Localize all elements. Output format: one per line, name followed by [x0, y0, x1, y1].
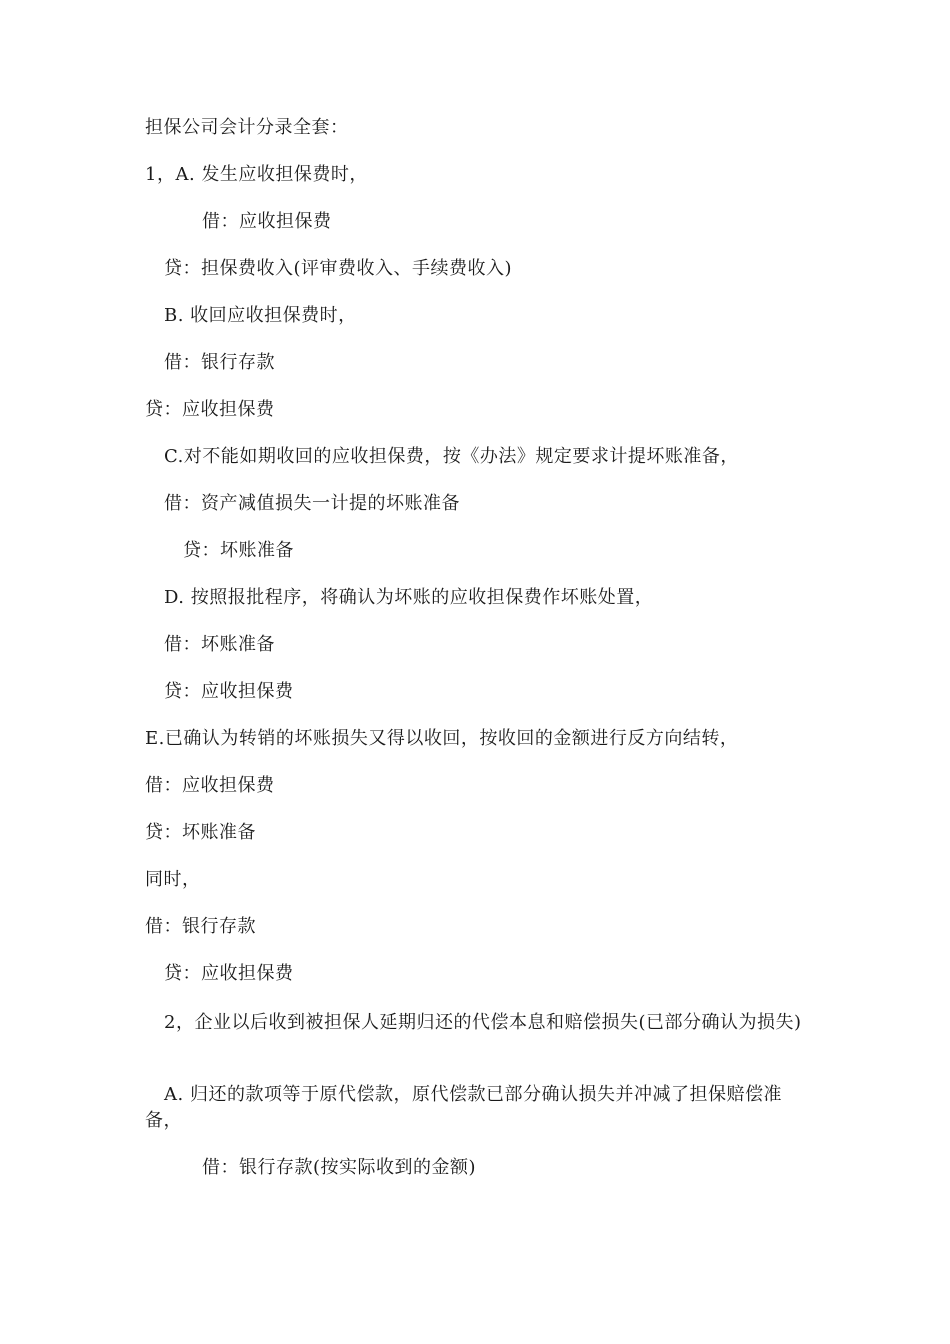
- document-title: 担保公司会计分录全套：: [145, 117, 349, 138]
- entry-1a-debit: 借：应收担保费: [202, 211, 332, 232]
- entry-2-heading: 2，企业以后收到被担保人延期归还的代偿本息和赔偿损失(已部分确认为损失): [164, 1012, 802, 1033]
- entry-1d-debit: 借：坏账准备: [164, 634, 275, 655]
- entry-1c-heading: C.对不能如期收回的应收担保费，按《办法》规定要求计提坏账准备，: [164, 446, 739, 467]
- entry-1e-heading: E.已确认为转销的坏账损失又得以收回，按收回的金额进行反方向结转，: [145, 728, 739, 749]
- entry-1e-credit-2: 贷：应收担保费: [164, 963, 294, 984]
- entry-1e-meanwhile: 同时，: [145, 869, 201, 890]
- entry-1d-heading: D. 按照报批程序，将确认为坏账的应收担保费作坏账处置，: [164, 587, 654, 608]
- entry-1e-debit-2: 借：银行存款: [145, 916, 256, 937]
- entry-2a-heading: A. 归还的款项等于原代偿款，原代偿款已部分确认损失并冲减了担保赔偿准备，: [145, 1084, 782, 1131]
- entry-1b-credit: 贷：应收担保费: [145, 399, 275, 420]
- entry-1d-credit: 贷：应收担保费: [164, 681, 294, 702]
- entry-1c-credit: 贷：坏账准备: [183, 540, 294, 561]
- entry-1c-debit: 借：资产减值损失一计提的坏账准备: [164, 493, 460, 514]
- entry-1e-debit: 借：应收担保费: [145, 775, 275, 796]
- entry-1b-heading: B. 收回应收担保费时，: [164, 305, 357, 326]
- entry-2a-debit: 借：银行存款(按实际收到的金额): [202, 1157, 477, 1178]
- entry-1a-heading: 1，A. 发生应收担保费时，: [145, 164, 368, 185]
- entry-1e-credit: 贷：坏账准备: [145, 822, 256, 843]
- entry-1a-credit: 贷：担保费收入(评审费收入、手续费收入): [164, 258, 513, 279]
- entry-1b-debit: 借：银行存款: [164, 352, 275, 373]
